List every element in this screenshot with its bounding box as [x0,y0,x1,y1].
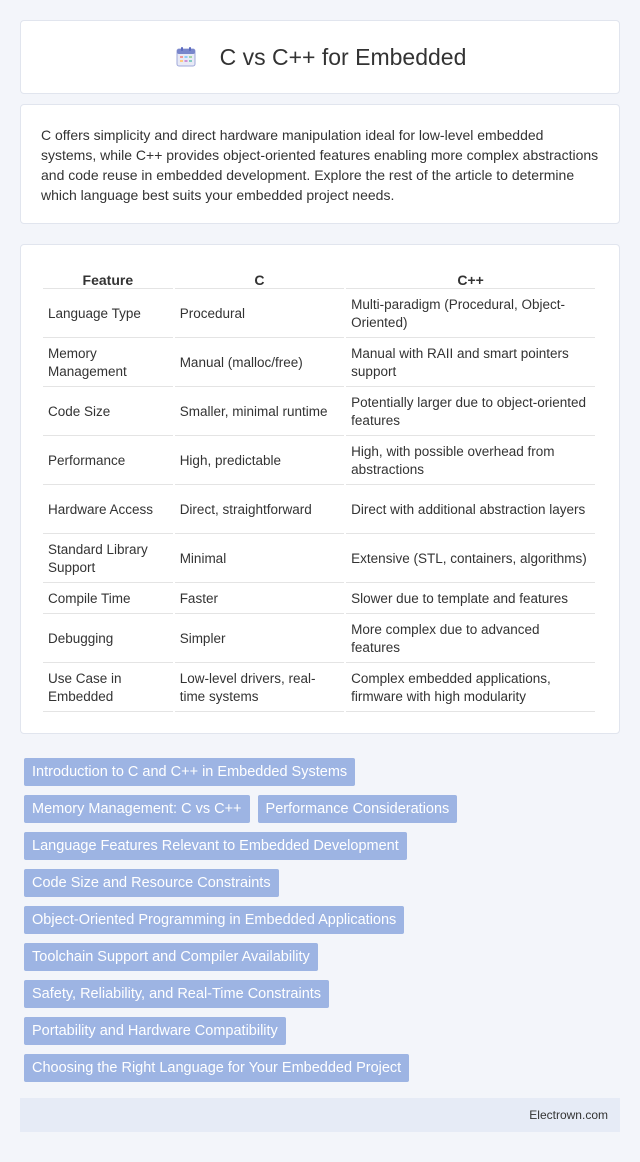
header-feature: Feature [43,265,173,289]
tag-link[interactable]: Safety, Reliability, and Real-Time Constraints [24,980,329,1008]
table-row [43,487,595,534]
cell-cpp: High, with possible overhead from abstractions [346,438,595,485]
cell-cpp: Potentially larger due to object-oriented features [346,389,595,436]
footer [20,1098,620,1132]
header-c: C [175,265,344,289]
cell-c: Low-level drivers, real-time systems [175,665,344,712]
intro-card [20,104,620,224]
cell-c: Simpler [175,616,344,663]
tag-link[interactable]: Performance Considerations [258,795,458,823]
cell-cpp: Slower due to template and features [346,585,595,614]
cell-feature: Language Type [43,291,173,338]
intro-text: C offers simplicity and direct hardware manipulation ideal for low-level embedded systems, while C++ provides object-oriented features enabling more complex abstractions and code reuse in embedded development. Explore the rest of the article to determine which language best suits your embedded project needs. [41,127,599,203]
cell-feature: Standard Library Support [43,536,173,583]
tag-link[interactable]: Object-Oriented Programming in Embedded Applications [24,906,404,934]
cell-c: Faster [175,585,344,614]
cell-c: Manual (malloc/free) [175,340,344,387]
tag-link[interactable]: Introduction to C and C++ in Embedded Systems [24,758,355,786]
cell-cpp: Direct with additional abstraction layers [346,487,595,534]
cell-cpp: Manual with RAII and smart pointers support [346,340,595,387]
table-row [43,585,595,614]
table-row [43,536,595,583]
cell-feature: Use Case in Embedded [43,665,173,712]
cell-cpp: Multi-paradigm (Procedural, Object-Oriented) [346,291,595,338]
cell-cpp: Complex embedded applications, firmware with high modularity [346,665,595,712]
table-row [43,389,595,436]
table-header-row [43,265,595,289]
table-row [43,291,595,338]
tag-link[interactable]: Portability and Hardware Compatibility [24,1017,286,1045]
topic-tags [24,758,620,1091]
header-cpp: C++ [346,265,595,289]
comparison-table-card [20,244,620,734]
tag-link[interactable]: Toolchain Support and Compiler Availability [24,943,318,971]
cell-feature: Compile Time [43,585,173,614]
cell-cpp: More complex due to advanced features [346,616,595,663]
cell-c: Procedural [175,291,344,338]
cell-c: Smaller, minimal runtime [175,389,344,436]
cell-c: Minimal [175,536,344,583]
cell-feature: Debugging [43,616,173,663]
page-title: C vs C++ for Embedded [219,43,467,70]
calendar-icon [174,45,198,69]
cell-feature: Code Size [43,389,173,436]
cell-cpp: Extensive (STL, containers, algorithms) [346,536,595,583]
tag-link[interactable]: Language Features Relevant to Embedded Development [24,832,407,860]
table-row [43,616,595,663]
cell-c: Direct, straightforward [175,487,344,534]
title-wrap [174,44,467,71]
footer-site[interactable]: Electrown.com [529,1108,608,1122]
cell-feature: Hardware Access [43,487,173,534]
cell-c: High, predictable [175,438,344,485]
header-card [20,20,620,94]
cell-feature: Memory Management [43,340,173,387]
comparison-table [41,263,597,714]
table-row [43,665,595,712]
cell-feature: Performance [43,438,173,485]
tag-link[interactable]: Code Size and Resource Constraints [24,869,279,897]
table-row [43,438,595,485]
tag-link[interactable]: Memory Management: C vs C++ [24,795,250,823]
table-row [43,340,595,387]
tag-link[interactable]: Choosing the Right Language for Your Embedded Project [24,1054,409,1082]
